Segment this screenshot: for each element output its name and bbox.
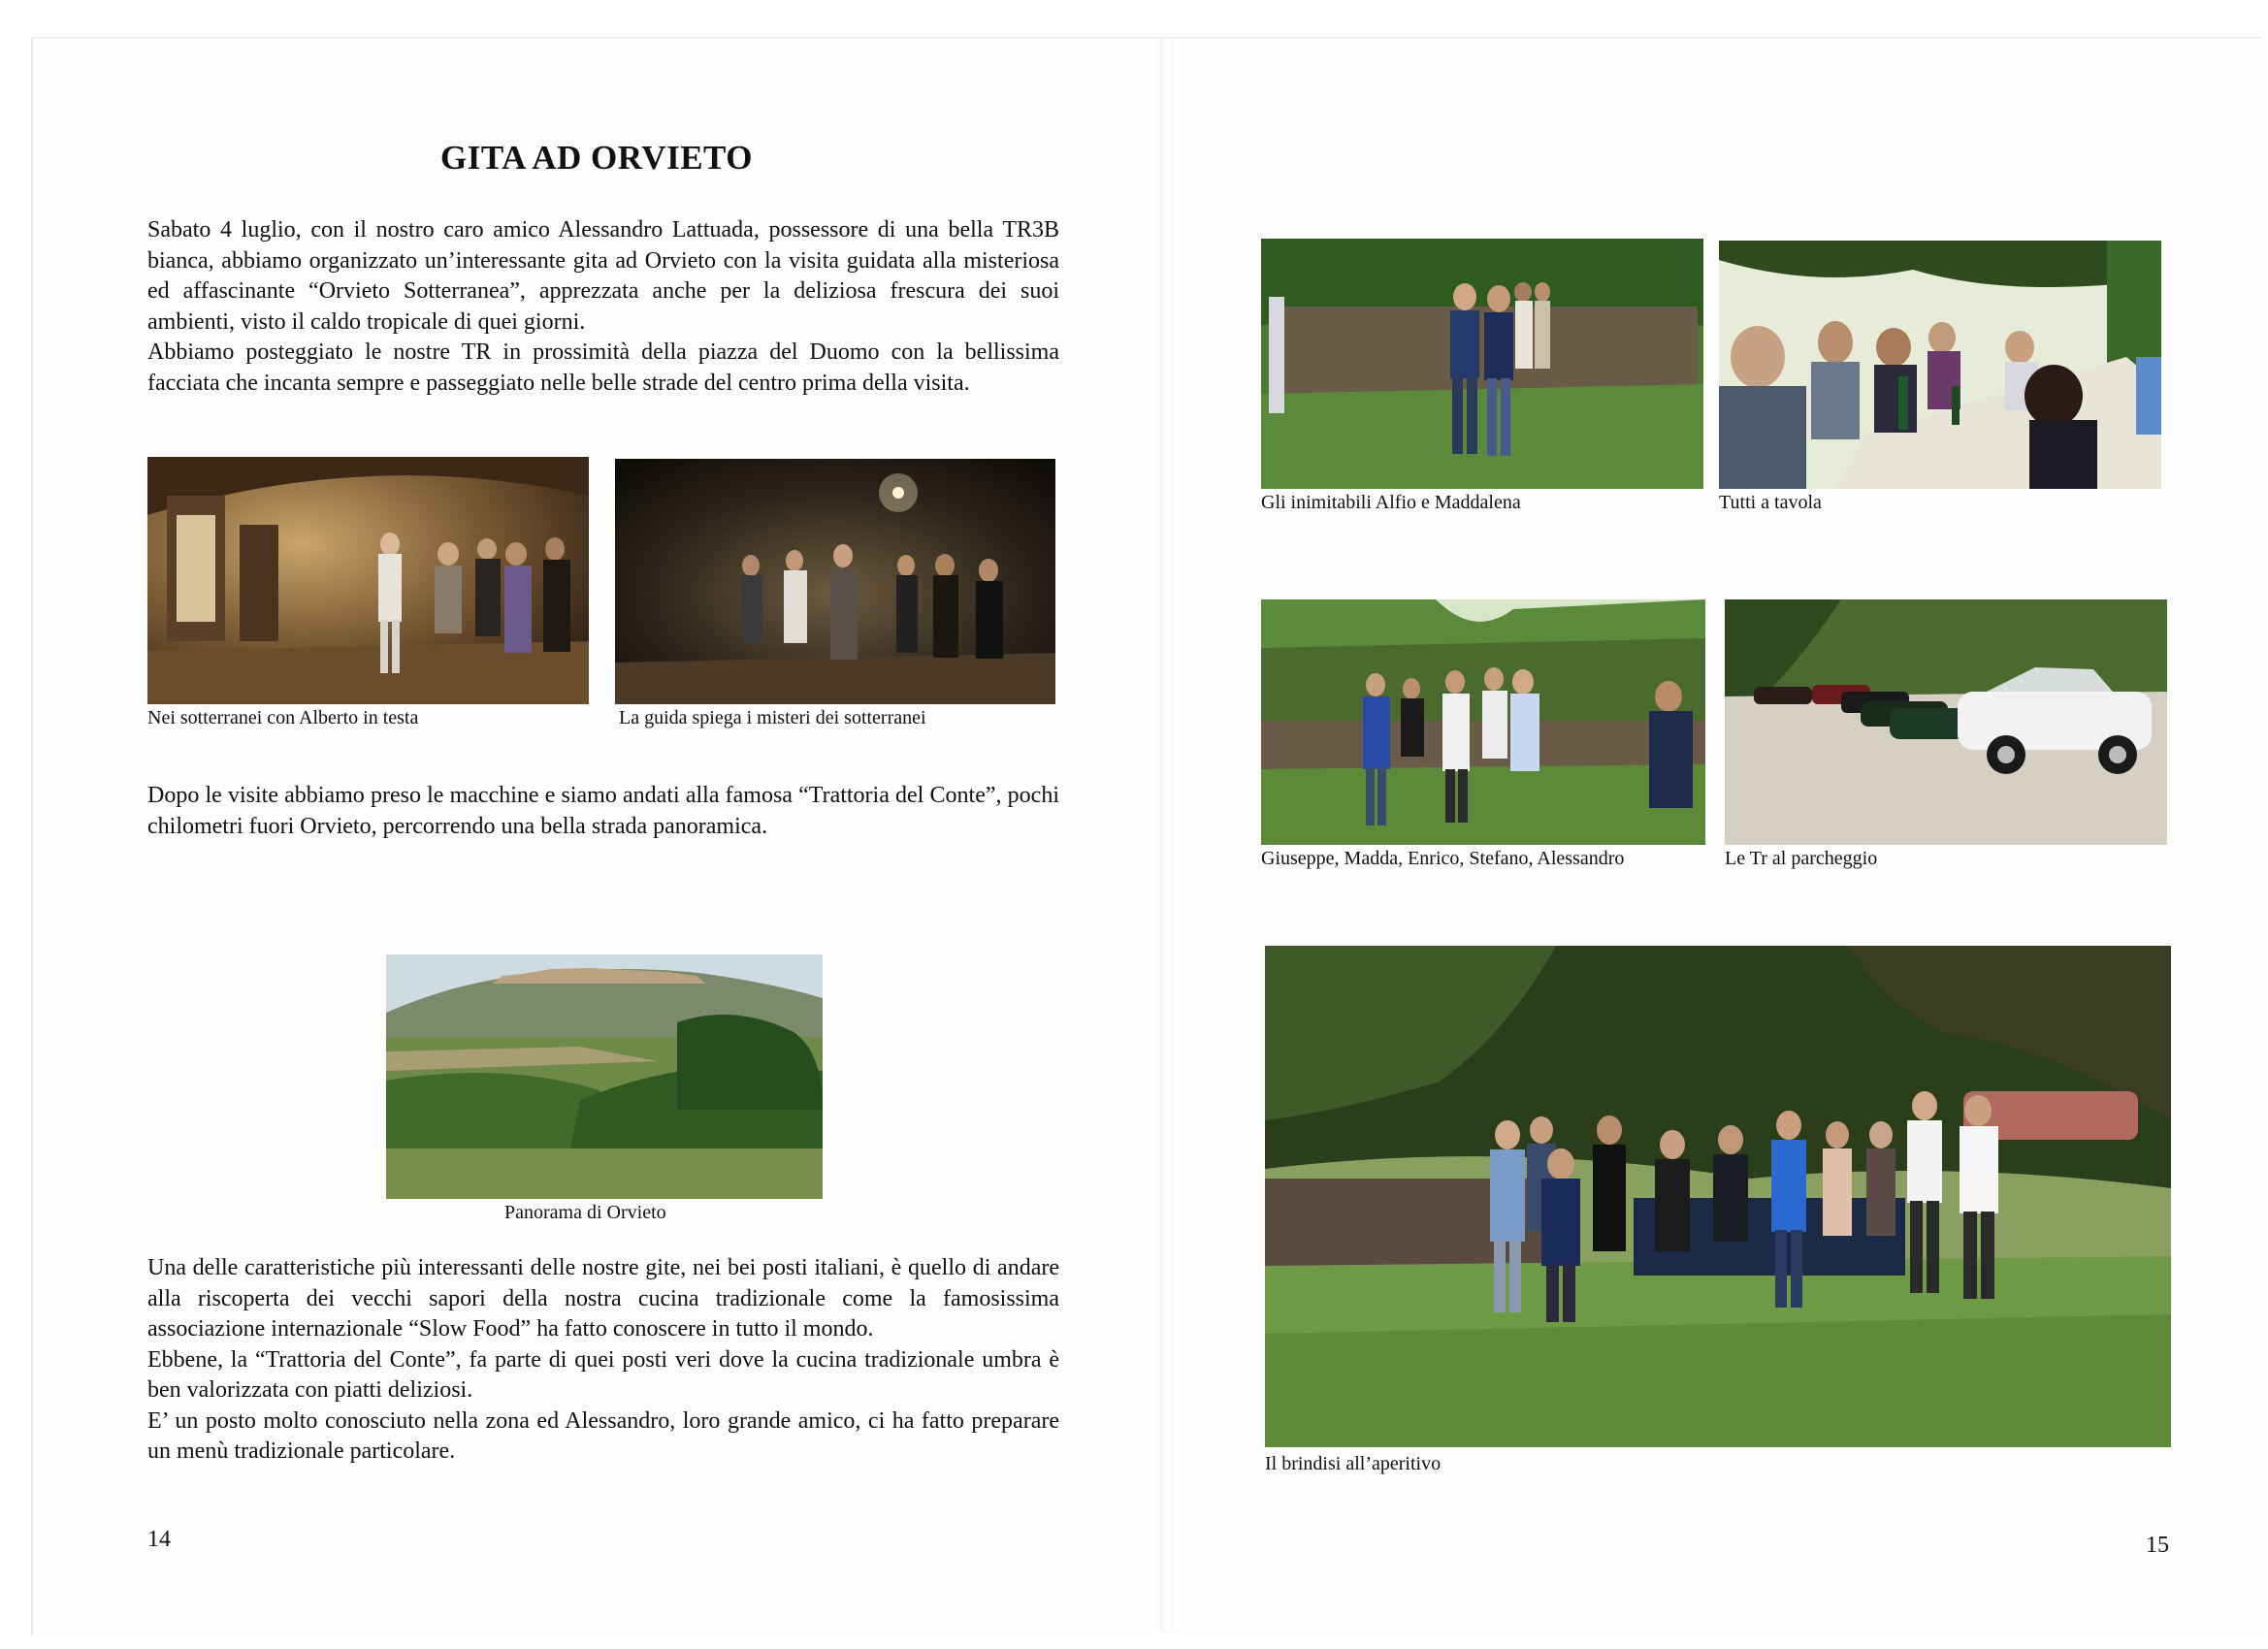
slow-food-paragraph-part2: Ebbene, la “Trattoria del Conte”, fa parte di quei posti veri dove la cucina tradizionale umbra è ben valorizzata con piatti deliziosi. [147, 1346, 1059, 1403]
page-number-left: 14 [147, 1527, 171, 1552]
intro-paragraph-part1: Sabato 4 luglio, con il nostro caro amico Alessandro Lattuada, possessore di una bella TR3B bianca, abbiamo organizzato un’interessante gita ad Orvieto con la visita guidata alla misteriosa ed affascinante “Orvieto Sotterranea”, apprezzata anche per la deliziosa frescura dei suoi ambienti, visto il caldo tropicale di quei giorni. [147, 217, 1059, 335]
slow-food-paragraph [147, 1253, 1059, 1468]
intro-paragraph-part2: Abbiamo posteggiato le nostre TR in prossimità della piazza del Duomo con la bellissima facciata che incanta sempre e passeggiato nelle belle strade del centro prima della visita. [147, 340, 1059, 396]
page-gutter [1160, 39, 1174, 1634]
photo-tr-cars-parking [1725, 599, 2167, 845]
photo-brindisi-aperitivo [1265, 946, 2171, 1447]
intro-paragraph [147, 215, 1059, 399]
photo-tutti-a-tavola [1719, 241, 2161, 489]
photo-group-five [1261, 599, 1705, 845]
page-number-right: 15 [2146, 1533, 2169, 1558]
caption-alfio-maddalena: Gli inimitabili Alfio e Maddalena [1261, 492, 1521, 513]
caption-group-five: Giuseppe, Madda, Enrico, Stefano, Alessandro [1261, 848, 1625, 869]
slow-food-paragraph-part1: Una delle caratteristiche più interessanti delle nostre gite, nei bei posti italiani, è quello di andare alla riscoperta dei vecchi sapori della nostra cucina tradizionale come la famosissima associazione internazionale “Slow Food” ha fatto conoscere in tutto il mondo. [147, 1255, 1059, 1342]
slow-food-paragraph-part3: E’ un posto molto conosciuto nella zona ed Alessandro, loro grande amico, ci ha fatto preparare un menù tradizionale particolare. [147, 1407, 1059, 1464]
photo-underground-group [147, 457, 589, 704]
caption-brindisi-aperitivo: Il brindisi all’aperitivo [1265, 1453, 1442, 1474]
caption-tr-cars-parking: Le Tr al parcheggio [1725, 848, 1878, 869]
caption-tutti-a-tavola: Tutti a tavola [1719, 492, 1822, 513]
photo-alfio-maddalena [1261, 239, 1703, 489]
trattoria-paragraph: Dopo le visite abbiamo preso le macchine e siamo andati alla famosa “Trattoria del Conte”, pochi chilometri fuori Orvieto, percorrendo una bella strada panoramica. [147, 783, 1059, 839]
photo-guide-tunnel [615, 459, 1055, 704]
caption-guide-tunnel: La guida spiega i misteri dei sotterranei [619, 707, 926, 728]
caption-underground-group: Nei sotterranei con Alberto in testa [147, 707, 419, 728]
photo-orvieto-panorama [386, 954, 823, 1199]
caption-orvieto-panorama: Panorama di Orvieto [504, 1202, 666, 1223]
article-title: GITA AD ORVIETO [439, 139, 753, 177]
